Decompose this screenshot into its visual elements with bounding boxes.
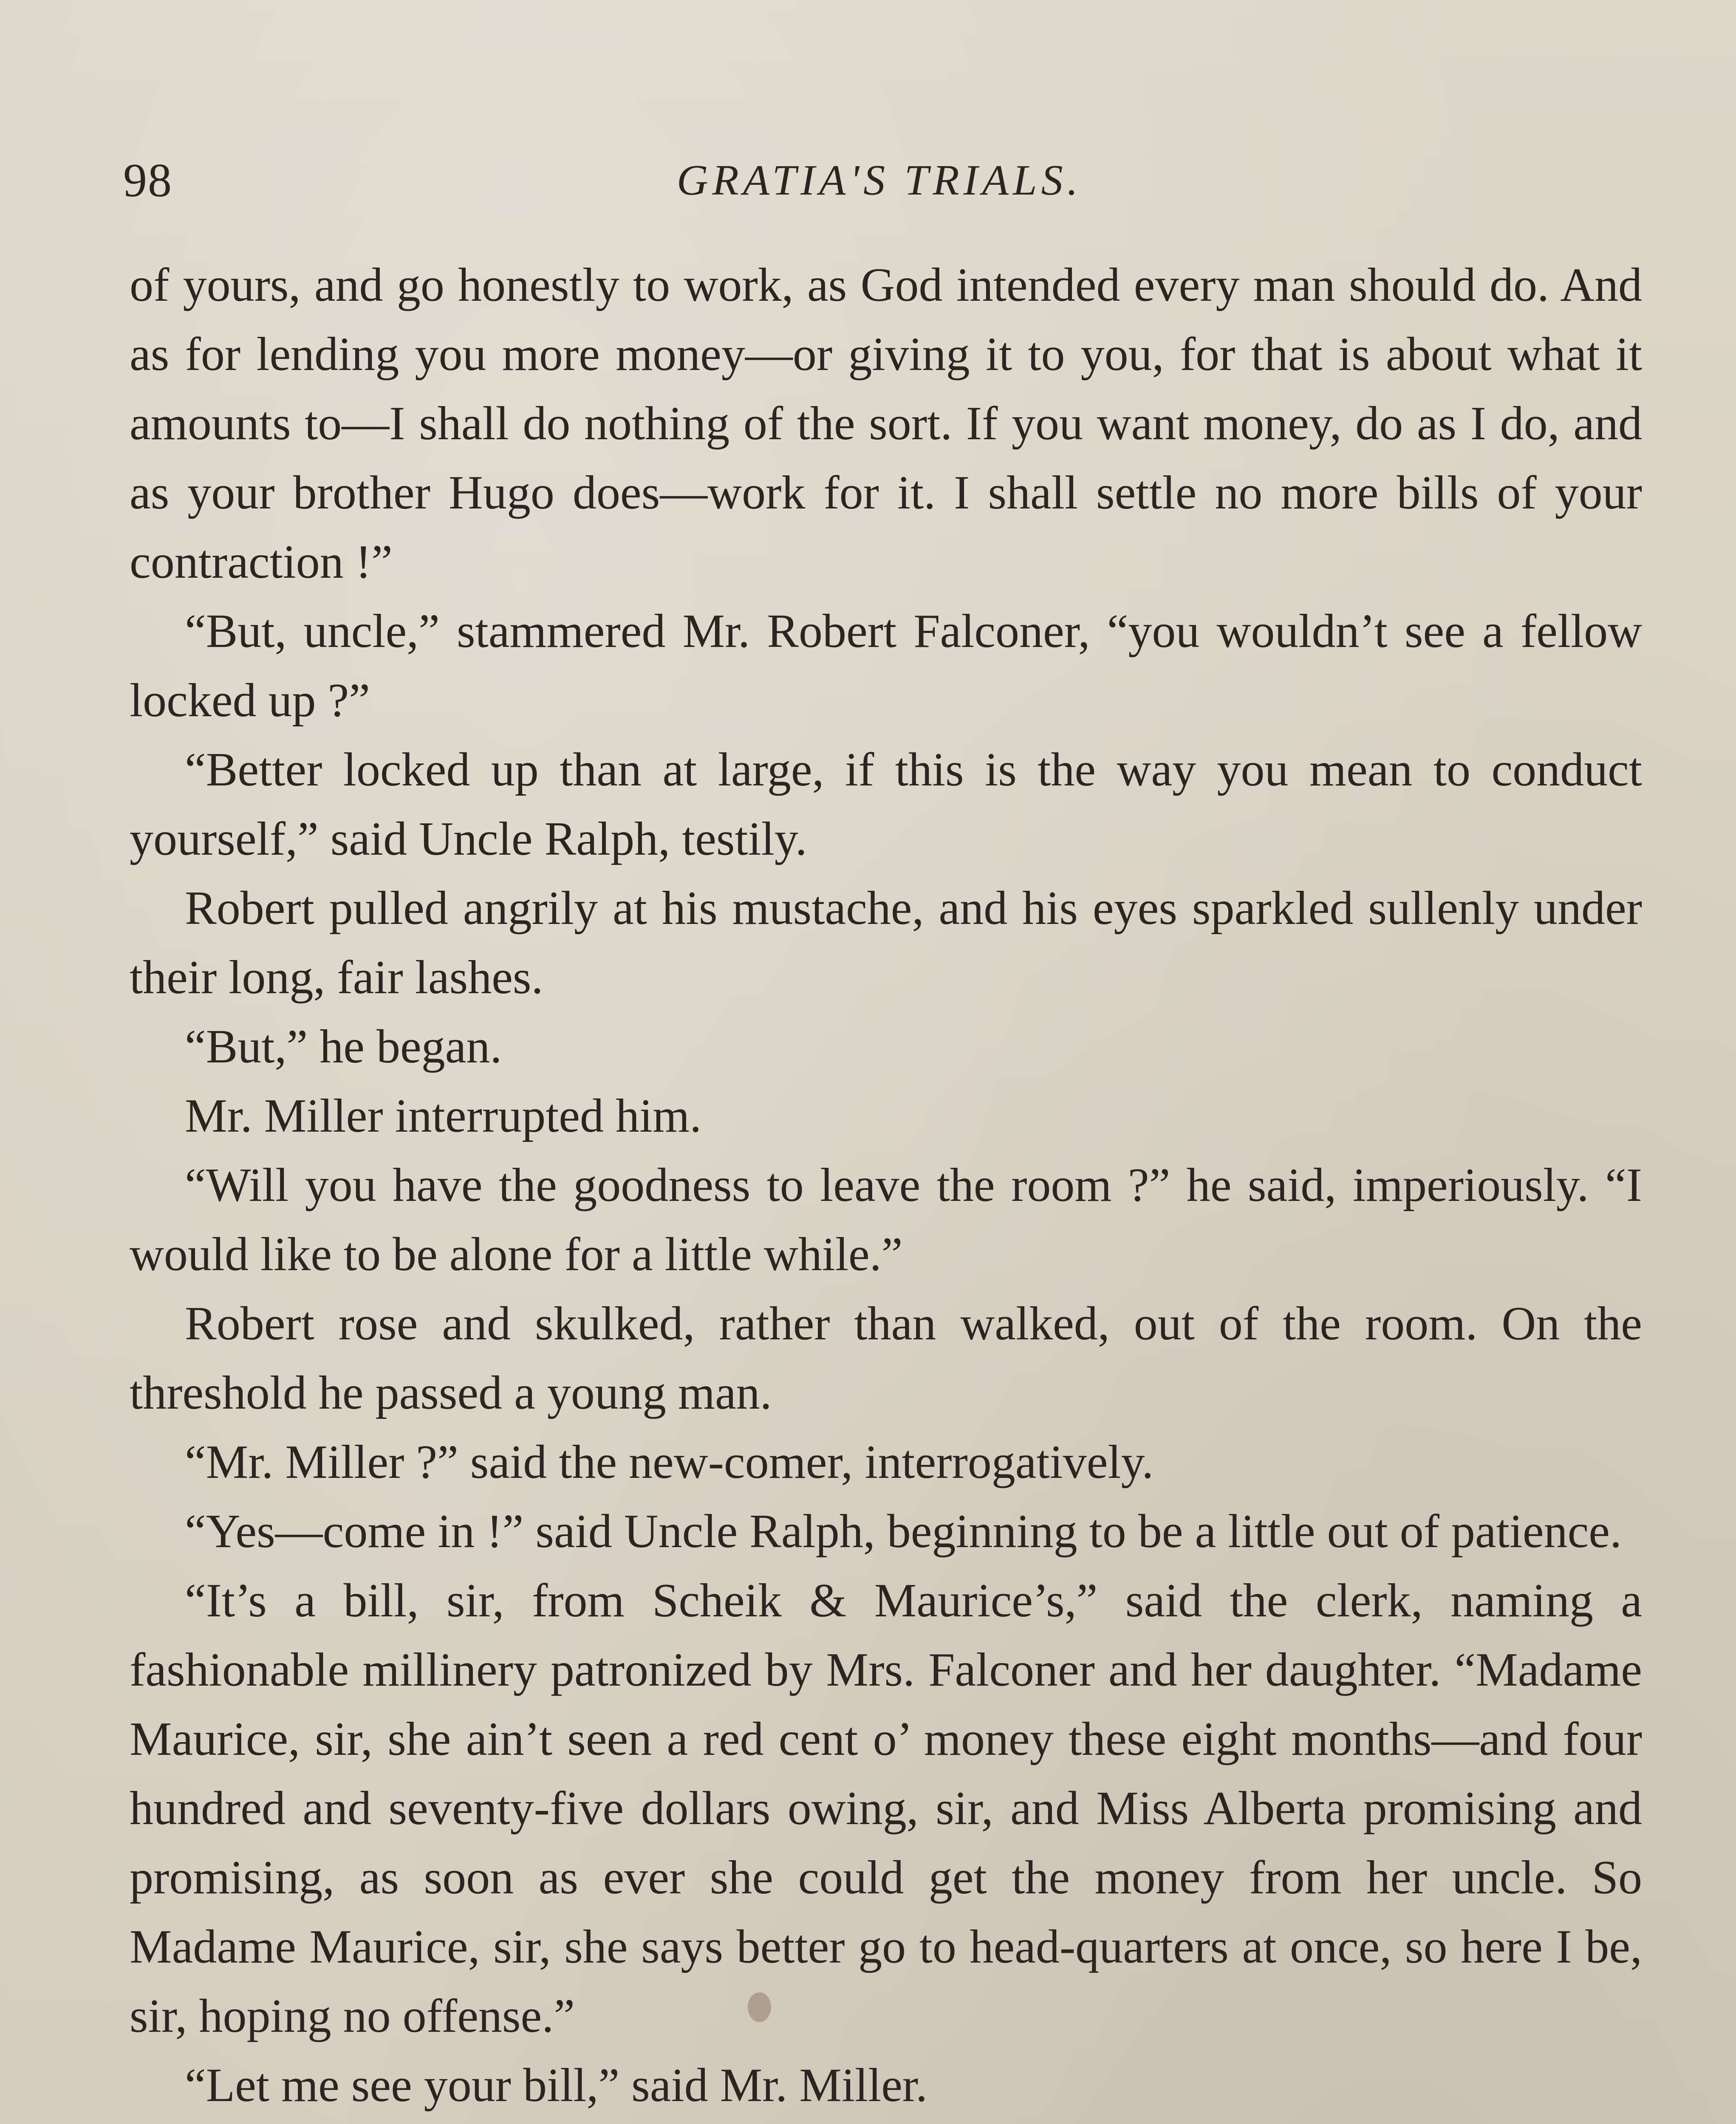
paragraph: “But,” he began. bbox=[185, 1020, 502, 1073]
page-number: 98 bbox=[123, 154, 172, 207]
paragraph: Mr. Miller interrupted him. bbox=[185, 1090, 702, 1142]
page-header bbox=[123, 147, 1636, 215]
paragraph: “Better locked up than at large, if this is the way you mean to conduct yourself,” said Uncle Ralph, testily. bbox=[130, 743, 1642, 865]
paragraph: “Let me see your bill,” said Mr. Miller. bbox=[185, 2059, 928, 2112]
paragraph: “But, uncle,” stammered Mr. Robert Falconer, “you wouldn’t see a fellow locked up ?” bbox=[130, 605, 1642, 727]
paper-stain bbox=[748, 1992, 771, 2022]
paragraph: “Yes—come in !” said Uncle Ralph, beginning to be a little out of patience. bbox=[185, 1505, 1622, 1558]
paragraph: Robert rose and skulked, rather than walked, out of the room. On the threshold he passed a young man. bbox=[130, 1297, 1642, 1419]
paragraph: Robert pulled angrily at his mustache, and his eyes sparkled sullenly under their long, fair lashes. bbox=[130, 882, 1642, 1004]
paragraph bbox=[130, 2120, 1642, 2124]
paragraph: “Mr. Miller ?” said the new-comer, interrogatively. bbox=[185, 1436, 1154, 1488]
paragraph: of yours, and go honestly to work, as God intended every man should do. And as for lending you more money—or giving it to you, for that is about what it amounts to—I shall do nothing of the sort. If you want money, do as I do, and as your brother Hugo does—work for it. I shall settle no more bills of your contraction !” bbox=[130, 259, 1642, 588]
paragraph: “It’s a bill, sir, from Scheik & Maurice’s,” said the clerk, naming a fashionable millinery patronized by Mrs. Falconer and her daughter. “Madame Maurice, sir, she ain’t seen a red cent o’ money these eight months—and four hundred and seventy-five dollars owing, sir, and Miss Alberta promising and promising, as soon as ever she could get the money from her uncle. So Madame Maurice, sir, she says better go to head-quarters at once, so here I be, sir, hoping no offense.” bbox=[130, 1574, 1642, 2042]
paragraph: “Will you have the goodness to leave the room ?” he said, imperiously. “I would like to be alone for a little while.” bbox=[130, 1159, 1642, 1281]
body-text bbox=[130, 251, 1642, 2124]
running-title: GRATIA'S TRIALS. bbox=[676, 156, 1083, 204]
